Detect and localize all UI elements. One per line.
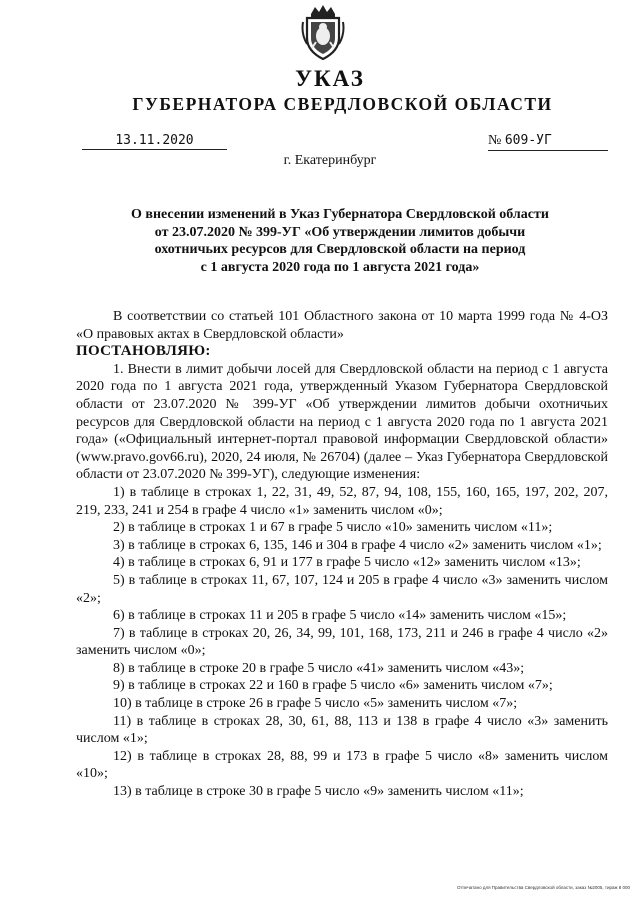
decree-number: 609-УГ bbox=[504, 133, 552, 148]
list-item: 13) в таблице в строке 30 в графе 5 число «9» заменить числом «11»; bbox=[113, 784, 524, 800]
list-item: 8) в таблице в строке 20 в графе 5 число «41» заменить числом «43»; bbox=[113, 660, 525, 676]
print-footer-note: Отпечатано для Правительства Свердловской области, заказ №2005, тираж 8 000 bbox=[456, 885, 630, 890]
list-item: 5) в таблице в строках 11, 67, 107, 124 и 205 в графе 4 число «3» заменить числом «2»; bbox=[76, 572, 608, 606]
decree-body bbox=[76, 308, 608, 801]
preamble: В соответствии со статьей 101 Областного закона от 10 марта 1999 года № 4-ОЗ «О правовых актах в Свердловской области» bbox=[76, 309, 608, 342]
number-label: № bbox=[488, 133, 502, 148]
decree-date: 13.11.2020 bbox=[82, 133, 227, 150]
decree-number-field bbox=[488, 133, 608, 151]
heading-line: охотничьих ресурсов для Свердловской области на период bbox=[154, 242, 526, 257]
list-item: 11) в таблице в строках 28, 30, 61, 88, 113 и 138 в графе 4 число «3» заменить числом «1»; bbox=[76, 713, 608, 747]
document-title: УКАЗ bbox=[295, 66, 365, 91]
coat-of-arms-icon bbox=[301, 4, 345, 60]
city-line: г. Екатеринбург bbox=[283, 153, 377, 168]
list-item: 2) в таблице в строках 1 и 67 в графе 5 число «10» заменить числом «11»; bbox=[113, 520, 553, 536]
list-item: 12) в таблице в строках 28, 88, 99 и 173 в графе 5 число «8» заменить числом «10»; bbox=[76, 748, 608, 782]
decree-word: ПОСТАНОВЛЯЮ: bbox=[76, 343, 211, 360]
heading-line: от 23.07.2020 № 399-УГ «Об утверждении лимитов добычи bbox=[154, 224, 526, 240]
heading-line: О внесении изменений в Указ Губернатора Свердловской области bbox=[131, 207, 549, 222]
heading-line: с 1 августа 2020 года по 1 августа 2021 года» bbox=[200, 259, 480, 275]
list-item: 6) в таблице в строках 11 и 205 в графе 5 число «14» заменить числом «15»; bbox=[113, 608, 567, 624]
list-item: 1) в таблице в строках 1, 22, 31, 49, 52, 87, 94, 108, 155, 160, 165, 197, 202, 207, 219, 233, 241 и 254 в графе 4 число «1» заменить числом «0»; bbox=[76, 484, 608, 518]
list-item: 7) в таблице в строках 20, 26, 34, 99, 101, 168, 173, 211 и 246 в графе 4 число «2» заменить числом «0»; bbox=[76, 625, 608, 659]
list-item: 10) в таблице в строке 26 в графе 5 число «5» заменить числом «7»; bbox=[113, 696, 518, 712]
list-item: 3) в таблице в строках 6, 135, 146 и 304 в графе 4 число «2» заменить числом «1»; bbox=[113, 537, 602, 553]
decree-heading bbox=[95, 206, 585, 276]
list-item: 4) в таблице в строках 6, 91 и 177 в графе 5 число «12» заменить числом «13»; bbox=[113, 555, 581, 571]
paragraph-1: 1. Внести в лимит добычи лосей для Свердловской области на период с 1 августа 2020 года по 1 августа 2021 года, утвержденный Указом Губернатора Свердловской области от 23.07.2020 № 399-УГ «Об утверждении лимитов добычи охотничьих ресурсов для Свердловской области на период с 1 августа 2020 года по 1 августа 2021 года» («Официальный интернет-портал правовой информации Свердловской области» (www.pravo.gov66.ru), 2020, 24 июля, № 26704) (далее – Указ Губернатора Свердловской области от 23.07.2020 № 399-УГ), следующие изменения: bbox=[76, 361, 608, 483]
list-item: 9) в таблице в строках 22 и 160 в графе 5 число «6» заменить числом «7»; bbox=[113, 678, 553, 694]
document-subtitle: ГУБЕРНАТОРА СВЕРДЛОВСКОЙ ОБЛАСТИ bbox=[132, 94, 553, 114]
